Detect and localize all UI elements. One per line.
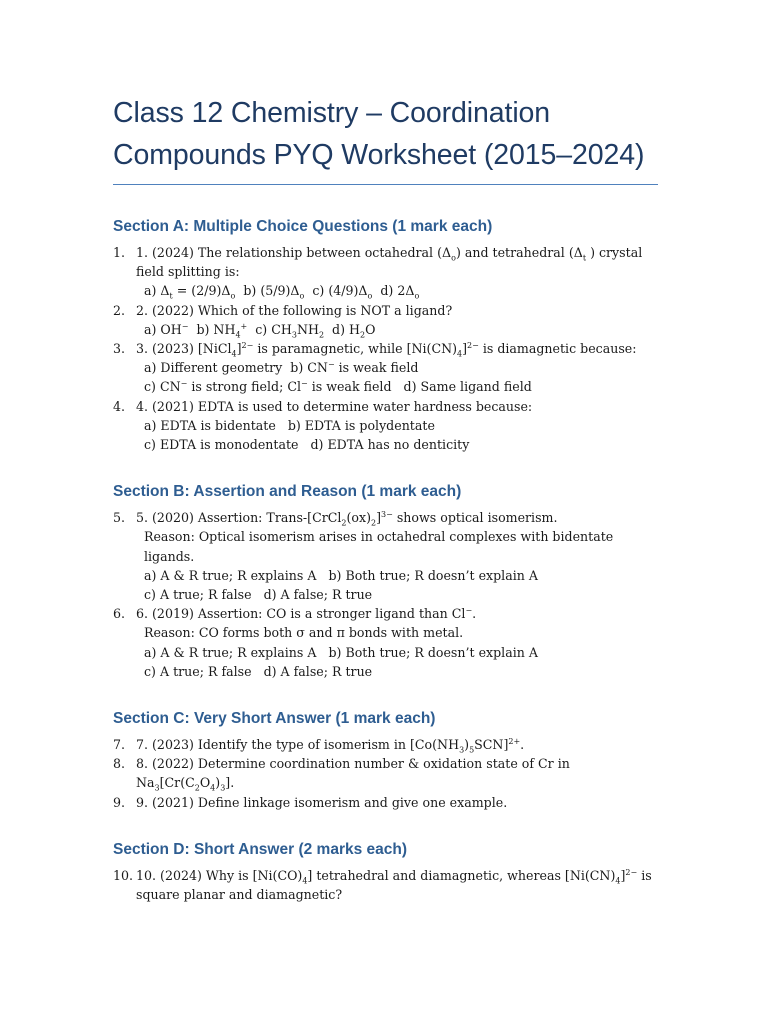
question-list <box>113 243 658 454</box>
title-divider <box>113 184 658 185</box>
question-text: 4. (2021) EDTA is used to determine water hardness because: <box>136 398 533 414</box>
question-text: 9. (2021) Define linkage isomerism and give one example. <box>136 794 508 810</box>
worksheet-page <box>113 0 658 904</box>
question-list <box>113 735 658 812</box>
question-options: c) EDTA is monodentate d) EDTA has no denticity <box>144 437 470 453</box>
question-list <box>113 866 658 904</box>
question-text: 5. (2020) Assertion: Trans-$[CrCl_2(ox)_2]^{3-}$ shows optical isomerism. <box>136 510 558 528</box>
question-options: a) $\Delta_t = (2/9)\Delta_o$ b) $(5/9)\Delta_o$ c) $(4/9)\Delta_o$ d) $2\Delta_o$ <box>144 283 420 301</box>
question-item <box>113 735 658 754</box>
question-options: c) CN− is strong field; Cl− is weak field d) Same ligand field <box>144 379 532 395</box>
question-item <box>113 243 658 301</box>
question-text: 3. (2023) [NiCl$_4$]$^{2-}$ is paramagnetic, while $[Ni(CN)_4]^{2-}$ is diamagnetic because: <box>136 340 637 359</box>
question-item <box>113 604 658 681</box>
question-item <box>113 866 658 904</box>
question-item <box>113 793 658 812</box>
question-number: 4. <box>113 398 126 414</box>
question-options: c) A true; R false d) A false; R true <box>144 587 373 603</box>
question-text: 1. (2024) The relationship between octahedral $(\Delta_o)$ and tetrahedral ($\Delta_t$ ) crystal field splitting is: <box>136 245 643 280</box>
sections-container <box>113 217 658 904</box>
question-options: a) Different geometry b) CN− is weak field <box>144 360 419 376</box>
question-item <box>113 397 658 455</box>
question-item <box>113 508 658 604</box>
question-text: 8. (2022) Determine coordination number & oxidation state of Cr in $Na_3[Cr(C_2O_4)_3]$. <box>136 756 570 793</box>
question-options: a) EDTA is bidentate b) EDTA is polydentate <box>144 417 435 433</box>
question-item <box>113 754 658 792</box>
question-options: Reason: CO forms both σ and π bonds with metal. <box>144 625 464 641</box>
question-number: 9. <box>113 794 126 810</box>
question-list <box>113 508 658 681</box>
question-options: c) A true; R false d) A false; R true <box>144 663 373 679</box>
section-heading: Section D: Short Answer (2 marks each) <box>113 840 408 858</box>
question-text: 6. (2019) Assertion: CO is a stronger ligand than Cl−. <box>136 606 477 622</box>
question-item <box>113 301 658 339</box>
question-text: 7. (2023) Identify the type of isomerism in $[Co(NH_3)_5SCN]^{2+}$. <box>136 736 525 755</box>
question-item <box>113 339 658 397</box>
question-number: 3. <box>113 341 126 357</box>
section-heading: Section B: Assertion and Reason (1 mark each) <box>113 483 462 501</box>
question-number: 5. <box>113 510 126 526</box>
section <box>113 840 658 904</box>
question-options: Reason: Optical isomerism arises in octahedral complexes with bidentate ligands. <box>144 529 614 564</box>
question-number: 1. <box>113 245 126 260</box>
question-number: 7. <box>113 737 126 753</box>
question-options: a) A & R true; R explains A b) Both true; R doesn’t explain A <box>144 567 538 583</box>
section <box>113 709 658 812</box>
section <box>113 217 658 454</box>
section <box>113 482 658 681</box>
section-heading: Section A: Multiple Choice Questions (1 mark each) <box>113 218 493 235</box>
question-number: 10. <box>113 867 134 883</box>
question-number: 8. <box>113 756 126 772</box>
section-heading: Section C: Very Short Answer (1 mark each) <box>113 710 436 728</box>
question-options: a) A & R true; R explains A b) Both true; R doesn’t explain A <box>144 644 538 660</box>
question-text: 10. (2024) Why is $[Ni(CO)_4]$ tetrahedral and diamagnetic, whereas $[Ni(CN)_4]^{2-}$ is square planar and diamagnetic? <box>136 867 652 903</box>
question-text: 2. (2022) Which of the following is NOT a ligand? <box>136 302 453 318</box>
question-options: a) OH− b) $NH_4^+$ c) $CH_3NH_2$ d) $H_2O$ <box>144 321 376 340</box>
page-title: Class 12 Chemistry – Coordination Compounds PYQ Worksheet (2015–2024) <box>113 97 645 171</box>
question-number: 6. <box>113 606 126 622</box>
question-number: 2. <box>113 302 126 318</box>
